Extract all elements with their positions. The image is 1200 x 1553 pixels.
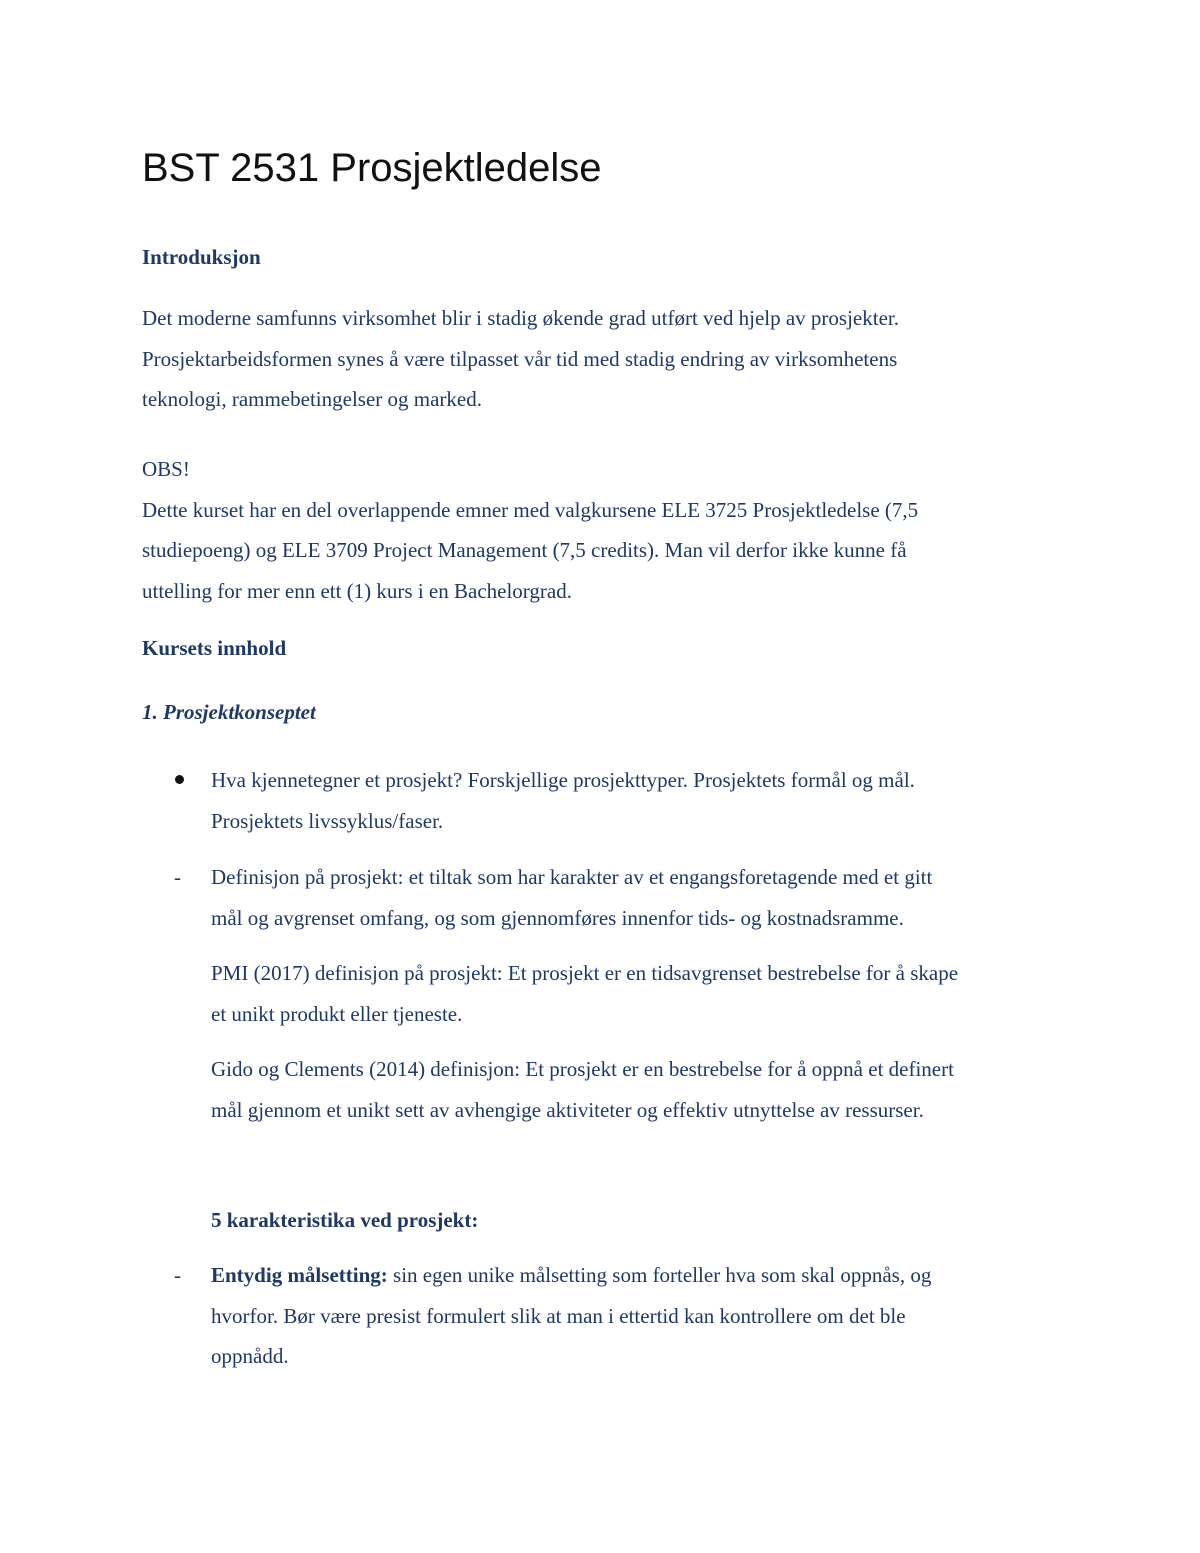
characteristic-1-line-2: hvorfor. Bør være presist formulert slik at man i ettertid kan kontrollere om det ble [211, 1303, 906, 1328]
gido-line-2: mål gjennom et unikt sett av avhengige aktiviteter og effektiv utnyttelse av ressurser. [211, 1097, 924, 1122]
document-title: BST 2531 Prosjektledelse [142, 146, 602, 190]
obs-line-3: uttelling for mer enn ett (1) kurs i en Bachelorgrad. [142, 578, 572, 603]
characteristics-heading: 5 karakteristika ved prosjekt: [211, 1208, 479, 1232]
obs-label: OBS! [142, 457, 190, 481]
intro-heading: Introduksjon [142, 245, 261, 269]
gido-definition [211, 1049, 954, 1130]
content-heading: Kursets innhold [142, 636, 287, 660]
characteristic-1-line-1-rest: sin egen unike målsetting som forteller hva som skal oppnås, og [387, 1263, 932, 1287]
bullet-1-line-1: Hva kjennetegner et prosjekt? Forskjellige prosjekttyper. Prosjektets formål og mål. [211, 768, 915, 792]
intro-paragraph [142, 298, 899, 420]
characteristic-1-lead: Entydig målsetting: [211, 1263, 388, 1287]
gido-line-1: Gido og Clements (2014) definisjon: Et prosjekt er en bestrebelse for å oppnå et definert [211, 1057, 954, 1081]
pmi-line-1: PMI (2017) definisjon på prosjekt: Et prosjekt er en tidsavgrenset bestrebelse for å skape [211, 961, 959, 985]
obs-line-2: studiepoeng) og ELE 3709 Project Management (7,5 credits). Man vil derfor ikke kunne få [142, 538, 907, 562]
characteristic-item-1 [211, 1255, 931, 1377]
dash-marker: - [174, 1263, 181, 1287]
pmi-definition [211, 953, 958, 1034]
intro-line-2: Prosjektarbeidsformen synes å være tilpasset vår tid med stadig endring av virksomhetens [142, 346, 898, 371]
definition-line-2: mål og avgrenset omfang, og som gjennomføres innenfor tids- og kostnadsramme. [211, 905, 904, 930]
bullet-1-line-2: Prosjektets livssyklus/faser. [211, 808, 444, 833]
intro-line-1: Det moderne samfunns virksomhet blir i stadig økende grad utført ved hjelp av prosjekter. [142, 306, 899, 330]
obs-paragraph [142, 449, 918, 611]
obs-line-1: Dette kurset har en del overlappende emner med valgkursene ELE 3725 Prosjektledelse (7,5 [142, 497, 919, 522]
definition-line-1: Definisjon på prosjekt: et tiltak som har karakter av et engangsforetagende med et gitt [211, 865, 933, 889]
bullet-dot-icon [175, 775, 184, 784]
bullet-item-1 [211, 760, 915, 841]
dash-marker: - [174, 865, 181, 889]
characteristic-1-line-3: oppnådd. [211, 1344, 289, 1368]
characteristic-1-line-1 [211, 1255, 931, 1296]
section-1-heading: 1. Prosjektkonseptet [142, 700, 316, 724]
pmi-line-2: et unikt produkt eller tjeneste. [211, 1001, 463, 1026]
definition-item [211, 857, 932, 938]
intro-line-3: teknologi, rammebetingelser og marked. [142, 387, 482, 411]
